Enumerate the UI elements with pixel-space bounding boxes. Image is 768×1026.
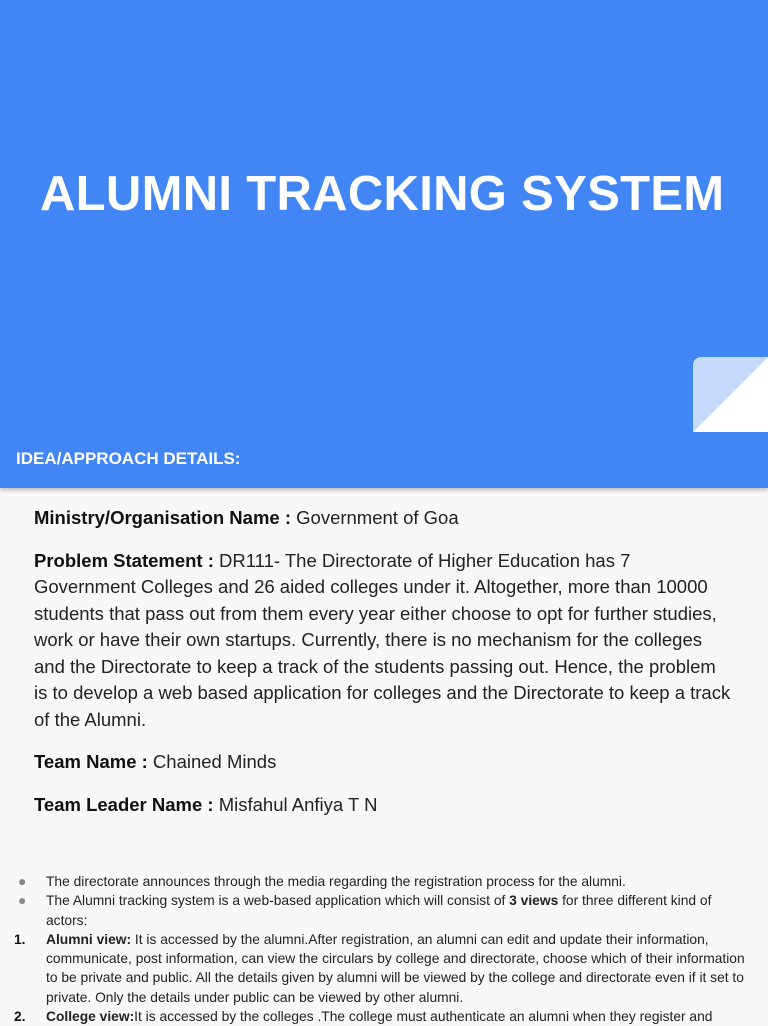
problem-statement (34, 548, 734, 734)
alumni-view-text: It is accessed by the alumni.After registration, an alumni can edit and update their information, communicate, post information, can view the circulars by college and directorate, choose which of their information to be private and public. All the details given by alumni will be viewed by the college and directorate even if it set to private. Only the details under public can be viewed by other alumni. (46, 931, 745, 1005)
list-item (0, 891, 768, 930)
list-item (0, 1007, 768, 1026)
team-label: Team Name : (34, 751, 148, 772)
item-number: 2. (14, 1009, 26, 1025)
ministry-line (34, 505, 734, 532)
team-name-line (34, 749, 734, 776)
note-text: The Alumni tracking system is a web-based application which will consist of (46, 893, 510, 909)
ministry-label: Ministry/Organisation Name : (34, 507, 291, 528)
alumni-view-label: Alumni view: (46, 931, 132, 947)
bullet-icon: ● (18, 874, 27, 889)
item-number: 1. (14, 931, 26, 947)
note-text: for three different kind of actors: (46, 893, 712, 928)
details-block (34, 505, 734, 834)
list-item (0, 872, 768, 891)
college-view-label: College view: (46, 1009, 135, 1025)
team-value: Chained Minds (147, 751, 277, 772)
notes-list (0, 872, 768, 1026)
views-count: 3 views (509, 893, 559, 909)
bullet-icon: ● (18, 893, 27, 909)
ministry-value: Government of Goa (291, 507, 459, 528)
problem-label: Problem Statement : (34, 549, 214, 571)
title-banner (0, 0, 768, 488)
problem-text: DR111- The Directorate of Higher Education has 7 Government Colleges and 26 aided colleges under it. Altogether, more than 10000 students that pass out from them every year either choose to opt for further studies, work or have their own startups. Currently, there is no mechanism for the colleges and the Directorate to keep a track of the students passing out. Hence, the problem is to develop a web based application for colleges and the Directorate to keep a track of the Alumni. (34, 549, 731, 730)
page-fold-icon (693, 357, 768, 432)
college-view-text: It is accessed by the colleges .The college must authenticate an alumni when they register and (134, 1009, 713, 1025)
team-leader-line (34, 792, 734, 819)
leader-label: Team Leader Name : (34, 793, 214, 815)
slide-title: ALUMNI TRACKING SYSTEM (40, 167, 725, 221)
leader-value: Misfahul Anfiya T N (213, 793, 378, 815)
note-text: The directorate announces through the media regarding the registration process for the alumni. (46, 874, 626, 889)
list-item (0, 930, 768, 1007)
section-heading: IDEA/APPROACH DETAILS: (16, 449, 241, 468)
